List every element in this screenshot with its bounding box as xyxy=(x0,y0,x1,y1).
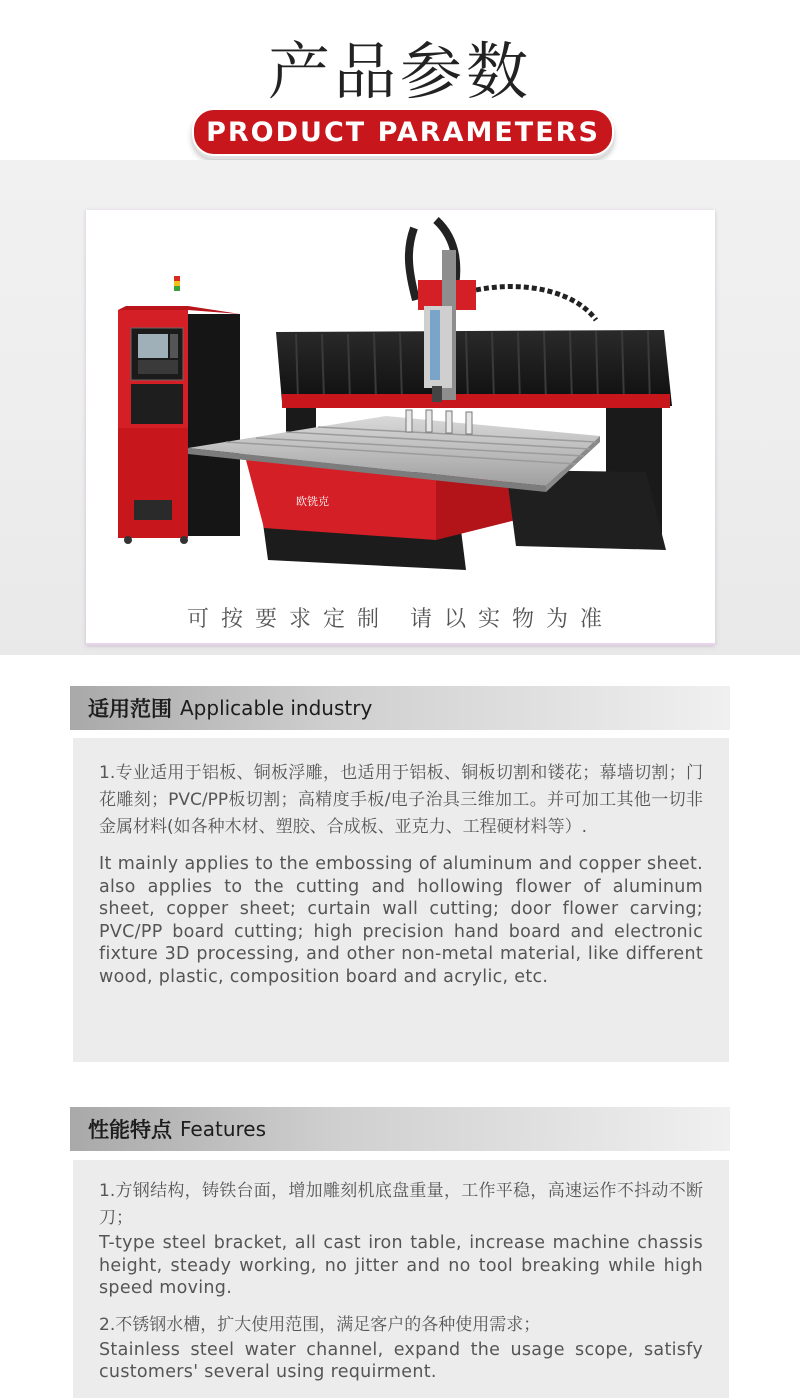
features-title-cn: 性能特点 xyxy=(88,1118,172,1142)
applicable-title-en: Applicable industry xyxy=(180,696,373,720)
feature-text-en: Stainless steel water channel, expand the usage scope, satisfy customers' several using requirment. xyxy=(99,1339,703,1382)
feature-text-cn: 1.方钢结构，铸铁台面，增加雕刻机底盘重量，工作平稳，高速运作不抖动不断刀； xyxy=(99,1181,703,1228)
cnc-machine-image xyxy=(86,210,715,590)
feature-text-en: T-type steel bracket, all cast iron table, increase machine chassis height, steady working, no jitter and no tool breaking while high speed moving. xyxy=(99,1233,703,1298)
features-title-en: Features xyxy=(180,1117,266,1141)
features-section-header xyxy=(70,1107,730,1151)
page-title: 产品参数 xyxy=(267,35,532,108)
applicable-title-cn: 适用范围 xyxy=(88,697,172,721)
control-cabinet xyxy=(118,276,240,544)
page-subtitle: PRODUCT PARAMETERS xyxy=(206,116,600,148)
feature-text-cn: 2.不锈钢水槽，扩大使用范围，满足客户的各种使用需求； xyxy=(99,1314,541,1335)
applicable-panel xyxy=(73,738,729,1062)
features-panel xyxy=(73,1160,729,1398)
header xyxy=(0,0,800,160)
machine-logo: 欧铣克 xyxy=(296,495,329,508)
photo-caption: 可按要求定制 请以实物为准 xyxy=(187,607,614,632)
feature-item xyxy=(99,1312,703,1384)
feature-item xyxy=(99,1178,703,1300)
title-banner xyxy=(192,108,614,156)
applicable-text-en: It mainly applies to the embossing of aluminum and copper sheet. also applies to the cutting and hollowing flower of aluminum sheet, copper sheet; curtain wall cutting; door flower carving; PVC/PP board cutting; high precision hand board and electronic fixture 3D processing, and other non-metal material, like different wood, plastic, composition board and acrylic, etc. xyxy=(99,854,703,987)
product-photo-frame xyxy=(86,210,715,645)
applicable-text-cn: 1.专业适用于铝板、铜板浮雕，也适用于铝板、铜板切割和镂花；幕墙切割；门花雕刻；PVC/PP板切割；高精度手板/电子治具三维加工。并可加工其他一切非金属材料(如各种木材、塑胶、合成板、亚克力、工程硬材料等）. xyxy=(99,763,703,837)
applicable-section-header xyxy=(70,686,730,730)
